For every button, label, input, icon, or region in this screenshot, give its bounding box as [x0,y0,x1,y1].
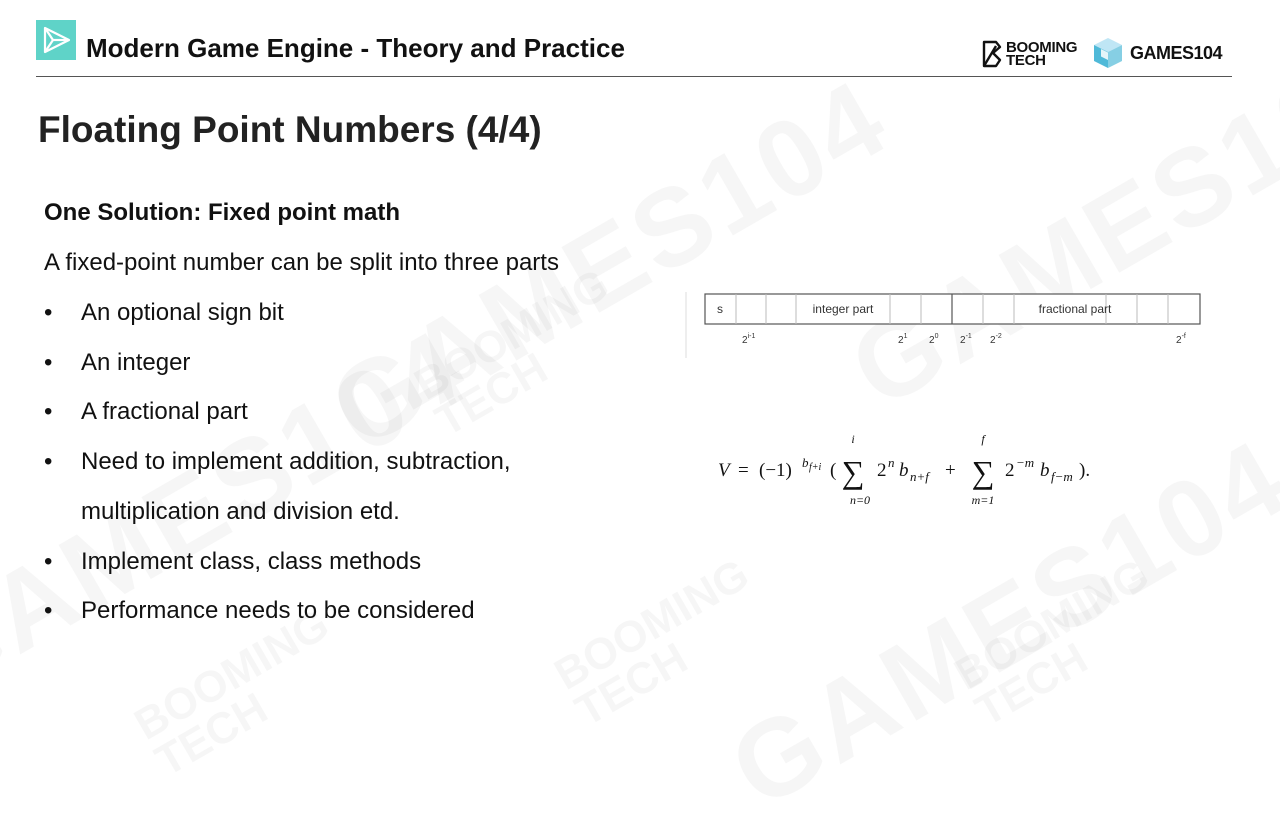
formula-plus: + [945,460,956,481]
booming-logo-line2: TECH [1006,52,1046,69]
watermark-booming [128,641,291,784]
header-title: Modern Game Engine - Theory and Practice [86,33,625,63]
term2-exp: −m [1016,455,1035,470]
bullet-dot: • [44,597,53,625]
header-divider [36,76,1232,77]
term2-sub: f−m [1051,469,1073,484]
weight-label-2-1: $2^1$ [898,333,908,346]
bullet-text: A fractional part [81,398,248,426]
formula-sign-exp-sub: f+i [809,462,822,473]
subheading: One Solution: Fixed point math [44,199,400,226]
booming-logo-line1: BOOMING [1006,39,1078,56]
watermark-booming [948,591,1111,734]
cube-logo-icon [1091,36,1125,70]
fixed-point-formula [705,425,1125,515]
sum1-upper: i [851,432,855,446]
fractional-part-label: fractional part [1038,302,1112,316]
bullet-text: An optional sign bit [81,299,284,326]
games104-logo-text: GAMES104 [1130,42,1223,63]
weight-label-2-0: $2^0$ [929,333,939,346]
term2-base: 2 [1005,460,1015,481]
weight-label-2-i-1: 2$^{i-1}$ [742,333,756,346]
bullet-item [44,437,641,536]
term1-base: 2 [877,460,887,481]
bullet-dot: • [44,348,53,376]
bullet-text: Need to implement addition, subtraction, multiplication and division etd. [81,448,511,525]
bullet-text: An integer [81,348,191,376]
bullet-dot: • [44,448,53,476]
bullet-text: Implement class, class methods [81,547,422,575]
games104-logo [1091,36,1222,70]
term1-b: b [899,460,909,481]
sum1-lower: n=0 [849,493,871,507]
formula-lhs: V [718,460,730,481]
sum2-lower: m=1 [971,493,995,507]
sign-bit-label: s [717,302,723,316]
bullet-dot: • [44,547,53,575]
sum2-sigma-icon: ∑ [971,454,995,490]
bullet-dot: • [44,299,53,326]
term1-sub: n+f [910,469,929,484]
sum1-sigma-icon: ∑ [841,454,865,490]
booming-tech-logo [981,39,1077,69]
bullet-item [44,586,641,636]
bullet-list [44,288,641,636]
term1-exp: n [888,455,895,470]
weight-label-2-neg1: $2^{-1}$ [960,333,972,346]
bullet-text: Performance needs to be considered [81,597,475,625]
bullet-dot: • [44,398,53,426]
intro-text: A fixed-point number can be split into three parts [44,249,559,276]
bullet-item [44,288,641,338]
bullet-item [44,537,641,587]
formula-neg-one: (−1) [759,460,792,481]
weight-label-2-negf: $2^{-f}$ [1176,333,1186,346]
sum2-upper: f [981,432,985,446]
fixed-point-bitfield-diagram [684,288,1214,363]
formula-equals: = [738,460,749,481]
bullet-item [44,338,641,388]
formula-sign-exp: b [802,455,809,470]
slide-title: Floating Point Numbers (4/4) [38,109,542,150]
weight-label-2-neg2: $2^{-2}$ [990,333,1002,346]
bullet-item [44,387,641,437]
formula-close: ). [1079,460,1091,481]
term2-b: b [1040,460,1050,481]
play-logo-icon [36,20,76,60]
booming-logo-icon [981,40,1003,68]
integer-part-label: integer part [812,302,874,316]
formula-open-paren: ( [830,460,837,481]
